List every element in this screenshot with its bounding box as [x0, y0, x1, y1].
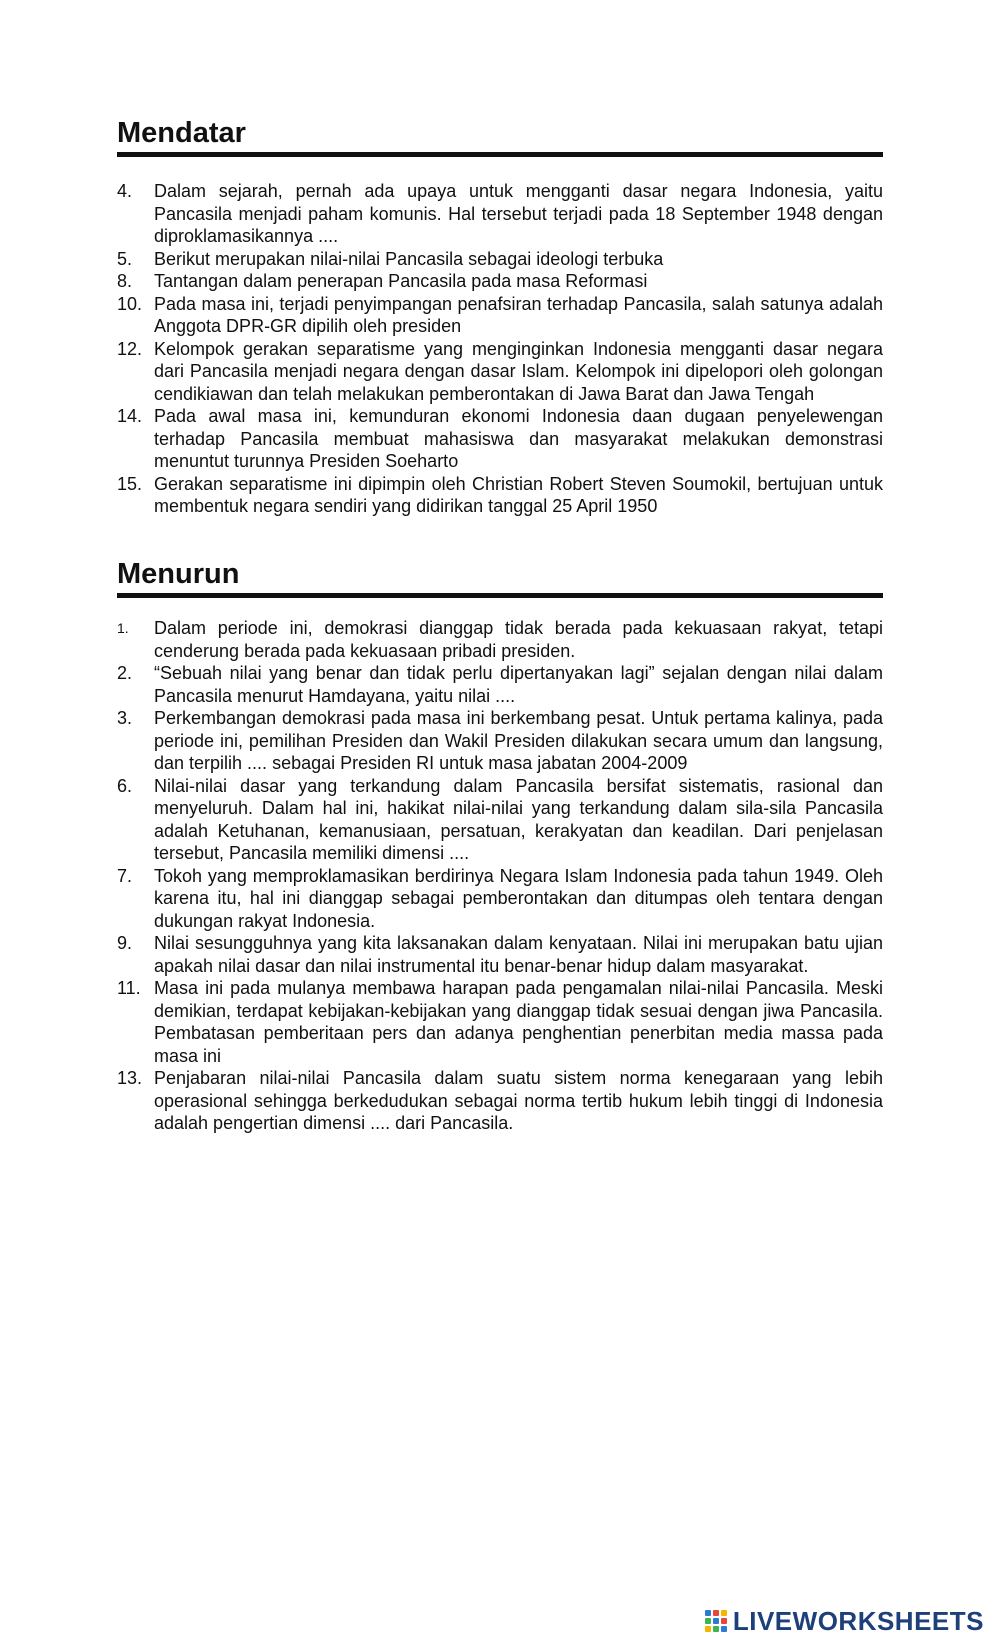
clue-text: “Sebuah nilai yang benar dan tidak perlu dipertanyakan lagi” sejalan dengan nilai dalam Pancasila menurut Hamdayana, yaitu nilai .... — [154, 663, 883, 706]
clue-number: 10. — [117, 293, 143, 314]
logo-square — [721, 1610, 727, 1616]
logo-square — [721, 1618, 727, 1624]
clue-item — [117, 405, 883, 473]
logo-square — [721, 1626, 727, 1632]
clue-item — [117, 293, 883, 338]
clue-number: 4. — [117, 181, 133, 201]
clue-item — [117, 662, 883, 707]
clue-number: 12. — [117, 338, 143, 359]
clue-number: 2. — [117, 663, 133, 683]
clue-item — [117, 977, 883, 1067]
clue-item — [117, 775, 883, 865]
clue-text: Tantangan dalam penerapan Pancasila pada masa Reformasi — [154, 271, 648, 291]
clue-item — [117, 865, 883, 933]
clue-number: 3. — [117, 708, 133, 728]
section-title-menurun: Menurun — [117, 558, 240, 590]
section-rule-menurun — [117, 593, 883, 598]
clue-list-menurun — [117, 617, 883, 1135]
logo-square — [713, 1626, 719, 1632]
clue-number: 14. — [117, 406, 143, 426]
clue-item — [117, 338, 883, 406]
clue-number: 8. — [117, 271, 133, 291]
clue-text: Gerakan separatisme ini dipimpin oleh Christian Robert Steven Soumokil, bertujuan untuk membentuk negara sendiri yang didirikan tanggal 25 April 1950 — [154, 473, 883, 516]
clue-text: Tokoh yang memproklamasikan berdirinya Negara Islam Indonesia pada tahun 1949. Oleh karena itu, hal ini dianggap sebagai pemberontakan dan ditumpas oleh tentara dengan dukungan rakyat Indonesia. — [154, 865, 883, 931]
clue-item — [117, 707, 883, 775]
clue-number: 7. — [117, 865, 133, 886]
clue-number: 9. — [117, 933, 133, 953]
clue-number: 15. — [117, 473, 143, 494]
clue-item — [117, 932, 883, 977]
clue-number: 1. — [117, 620, 129, 636]
clue-item — [117, 248, 883, 271]
clue-item — [117, 1067, 883, 1135]
clue-number: 11. — [117, 978, 141, 998]
clue-number: 5. — [117, 248, 133, 269]
logo-square — [713, 1610, 719, 1616]
clue-list-mendatar — [117, 180, 883, 518]
clue-text: Dalam periode ini, demokrasi dianggap tidak berada pada kekuasaan rakyat, tetapi cenderung berada pada kekuasaan pribadi presiden. — [154, 618, 883, 661]
clue-item — [117, 270, 883, 293]
clue-text: Penjabaran nilai-nilai Pancasila dalam suatu sistem norma kenegaraan yang lebih operasional sehingga berkedudukan sebagai norma tertib hukum lebih tinggi di Indonesia adalah pengertian dimensi .... dari Pancasila. — [154, 1068, 883, 1133]
liveworksheets-logo-icon — [705, 1610, 729, 1634]
clue-number: 6. — [117, 775, 133, 796]
section-title-mendatar: Mendatar — [117, 117, 246, 149]
logo-square — [705, 1626, 711, 1632]
clue-number: 13. — [117, 1068, 143, 1088]
clue-item — [117, 473, 883, 518]
clue-text: Kelompok gerakan separatisme yang menginginkan Indonesia mengganti dasar negara dari Pancasila menjadi negara dengan dasar Islam. Kelompok ini dipelopori oleh golongan cendikiawan dan telah melakukan pemberontakan di Jawa Barat dan Jawa Tengah — [154, 338, 883, 404]
logo-square — [705, 1610, 711, 1616]
logo-square — [705, 1618, 711, 1624]
clue-text: Masa ini pada mulanya membawa harapan pada pengamalan nilai-nilai Pancasila. Meski demikian, terdapat kebijakan-kebijakan yang dianggap tidak sesuai dengan jiwa Pancasila. Pembatasan pemberitaan pers dan adanya penghentian penerbitan media massa pada masa ini — [154, 978, 883, 1066]
clue-text: Perkembangan demokrasi pada masa ini berkembang pesat. Untuk pertama kalinya, pada periode ini, pemilihan Presiden dan Wakil Presiden dilakukan secara umum dan langsung, dan terpilih .... sebagai Presiden RI untuk masa jabatan 2004-2009 — [154, 708, 883, 773]
clue-text: Nilai-nilai dasar yang terkandung dalam Pancasila bersifat sistematis, rasional dan menyeluruh. Dalam hal ini, hakikat nilai-nilai yang terkandung dalam sila-sila Pancasila adalah Ketuhanan, kemanusiaan, persatuan, kerakyatan dan keadilan. Dari penjelasan tersebut, Pancasila memiliki dimensi .... — [154, 775, 883, 863]
liveworksheets-logo-text: LIVEWORKSHEETS — [732, 1606, 984, 1636]
section-rule-mendatar — [117, 152, 883, 157]
clue-text: Dalam sejarah, pernah ada upaya untuk mengganti dasar negara Indonesia, yaitu Pancasila menjadi paham komunis. Hal tersebut terjadi pada 18 September 1948 dengan diproklamasikannya .... — [154, 181, 883, 246]
clue-item — [117, 180, 883, 248]
clue-text: Berikut merupakan nilai-nilai Pancasila sebagai ideologi terbuka — [154, 248, 664, 269]
logo-square — [713, 1618, 719, 1624]
clue-text: Nilai sesungguhnya yang kita laksanakan dalam kenyataan. Nilai ini merupakan batu ujian apakah nilai dasar dan nilai instrumental itu benar-benar hidup dalam masyarakat. — [154, 933, 883, 976]
clue-item — [117, 617, 883, 662]
clue-text: Pada awal masa ini, kemunduran ekonomi Indonesia daan dugaan penyelewengan terhadap Pancasila membuat mahasiswa dan masyarakat melakukan demonstrasi menuntut turunnya Presiden Soeharto — [154, 406, 883, 471]
liveworksheets-logo — [705, 1606, 984, 1637]
clue-text: Pada masa ini, terjadi penyimpangan penafsiran terhadap Pancasila, salah satunya adalah Anggota DPR-GR dipilih oleh presiden — [154, 293, 883, 336]
